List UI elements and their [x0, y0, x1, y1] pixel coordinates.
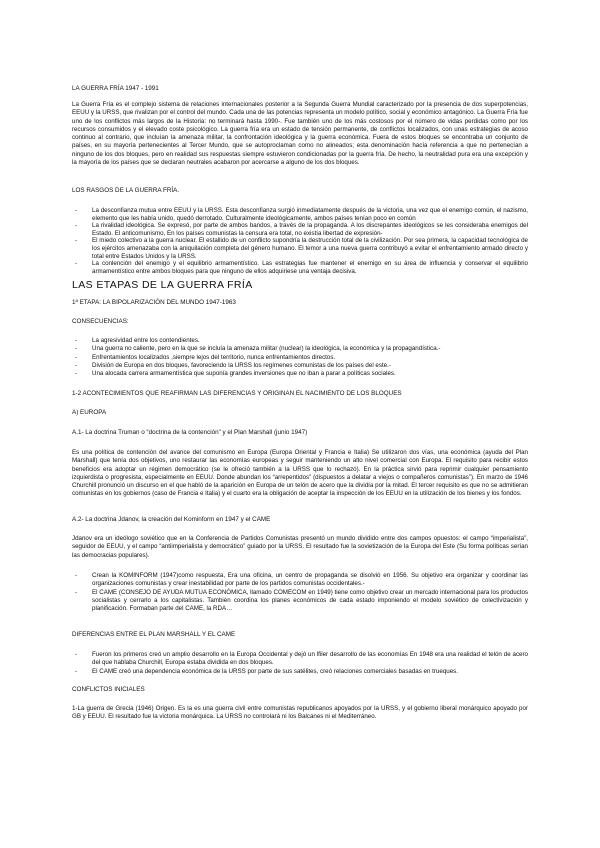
document-page [72, 0, 528, 848]
list-item: - La agresividad entre los contendientes. [72, 337, 528, 345]
list-item: - La conlención del enemigo y el equilibrio armamentístico. Las estrategias fue mantener el enemigo en su área de influencia y conservar el equilibrio armamentístico entre ambos bloques para que ninguno de ellos adquiriese una ventaja decisiva. [72, 260, 528, 275]
diferencias-list [72, 651, 528, 676]
heading-guerra-fria: LA GUERRA FRÍA 1947 - 1991 [72, 85, 159, 92]
list-item: - La desconfianza mutua entre EEUU y la URSS. Esta desconfianza surgió inmediatamente después de la victoria, una vez que el enemigo común, el nazismo, elemento que les había unido, quedó derrotado. Culturalmente ideológicamente, ambos países tenían poco en común [72, 207, 528, 222]
heading-a2: A.2- La doctrina Jdanov, la creación del Kominform en 1947 y el CAME [72, 516, 271, 523]
rasgos-list [72, 207, 528, 275]
heading-rasgos: LOS RASGOS DE LA GUERRA FRÍA. [72, 187, 180, 194]
list-item: - Enfrentamientos localizados ,siempre lejos del territorio, nunca enfrentamientos directos. [72, 354, 528, 362]
list-item: - El CAME (CONSEJO DE AYUDA MUTUA ECONÓMICA, llamado COMECOM en 1949) tiene como objetivo crear un mercado internacional para los productos socialistas y cerrarlo a los capitalistas. También coordina los planes económicos de cada estado imponiendo el modelo soviético de colectivización y planificación. Formaban parte del CAME, la RDA… [72, 589, 528, 614]
heading-europa: A) EUROPA [72, 409, 107, 416]
conflictos-paragraph: 1-La guerra de Grecia (1946) Origen. Es la es una guerra civil entre comunistas republicanos apoyados por la URSS, y el gobierno liberal monárquico apoyado por GB y EEUU. El resultado fue la victoria monárquica. La URSS no controlará ni los Balcanes ni el Mediterráneo. [72, 705, 528, 721]
list-item: - El miedo colectivo a la guerra nuclear. El estallido de un conflicto supondría la destrucción total de la civilización. Por sea primera, la capacidad tecnológica de los ejércitos amenazaba con la aniquilación completa del género humano. El temor a una nueva guerra contribuyó a evitar el enfrentamiento armado directo y total entre Estados Unidos y la URSS. [72, 237, 528, 260]
heading-acontecimientos: 1-2 ACONTECIMIENTOS QUE REAFIRMAN LAS DIFERENCIAS Y ORIGINAN EL NACIMIENTO DE LOS BLOQUES [72, 390, 402, 397]
heading-etapas: LAS ETAPAS DE LA GUERRA FRÍA [72, 279, 253, 291]
a2-paragraph: Jdanov era un ideólogo soviético que en la Conferencia de Partidos Comunistas presentó un mundo dividido entre dos campos opuestos: el campo “imperialista”, seguidor de EEUU, y el campo “antiimperialista y democrático” guiado por la URSS. El resultado fue la sovietización de la Europa del Este (Su forma políticas serían las democracias populares). [72, 535, 528, 559]
consecuencias-list [72, 337, 528, 378]
heading-diferencias: DIFERENCIAS ENTRE EL PLAN MARSHALL Y EL CAME [72, 631, 236, 638]
heading-a1: A.1- La doctrina Truman o “doctrina de la contención” y el Plan Marshall (junio 1947) [72, 429, 308, 436]
a2-list [72, 572, 528, 613]
list-item: - División de Europa en dos bloques, favoreciendo la URSS los regímenes comunistas de los países del este.- [72, 362, 528, 370]
list-item: - Una alocada carrera armamentística que suponía grandes inversiones que no iban a parar a políticas sociales. [72, 370, 528, 378]
heading-conflictos: CONFLICTOS INICIALES [72, 686, 145, 693]
list-item: - Crean la KOMINFORM (1947)como respuesta, Era una oficina, un centro de propaganda se disolvió en 1956. Su objetivo era organizar y coordinar las organizaciones comunistas y crear inestabilidad por parte de los partidos comunistas occidentales.- [72, 572, 528, 589]
intro-paragraph: La Guerra Fría es el complejo sistema de relaciones internacionales posterior a la Segunda Guerra Mundial caracterizado por la presencia de dos superpotencias, EEUU y la URSS, que rivalizan por el control del mundo. Cada una de las potencias representa un modelo político, social y económico antagónico. La Guerra Fría fue uno de los conflictos más largos de la Historia: no terminará hasta 1990-. Fue también uno de los más costosos por el número de vidas perdidas como por los recursos consumidos y el elevado coste psicológico. La guerra fría era un estado de tensión permanente, de conflictos localizados, con unas estrategias de acoso continuo al contrario, que incluían la amenaza militar, la confrontación ideológica y la guerra económica. Fuera de estos bloques se encontraba un conjunto de países, en su mayoría pertenecientes al Tercer Mundo, que se autoproclaman como no alineados; esta denominación hacía referencia a que no pertenecían a ninguno de los dos bloques, pero en realidad sus respuestas siempre estuvieron condicionadas por la guerra fría. De hecho, la neutralidad pura era una excepción y la mayoría de los países que se declaran neutrales acabaron por acercarse a alguno de los dos bloques. [72, 101, 528, 167]
list-item: - Fueron los primeros creó un amplio desarrollo en la Europa Occidental y dejó un lfiler desarrollo de las economías En 1948 era una realidad el telón de acero del que hablaba Churchill, Europa estaba dividida en dos bloques. [72, 651, 528, 668]
list-item: - La rivalidad ideológica. Se expresó, por parte de ambos bandos, a través de la propaganda. A los discrepantes ideológicos se les consideraba enemigos del Estado. El anticomunismo, En los países comunistas la censura era total, no existía libertad de expresión- [72, 222, 528, 237]
a1-paragraph: Es una política de contención del avance del comunismo en Europa (Europa Oriental y Francia e Italia) Se utilizaron dos vías, una económica (ayuda del Plan Marshall) que tenía dos objetivos, uno restaurar las economías europeas y seguir manteniendo un alto nivel comercial con Europa. El requisito para recibir estos beneficios era adoptar un régimen democrático (se le ofreció también a la URSS que lo rechazó). En la práctica sirvió para reprimir cualquier pensamiento izquierdista o progresista, especialmente en EEUU. Donde abundan los “arrepentidos” (dispuestos a delatar a viejos o compañeros comunistas”). En marzo de 1946 Churchill pronunció un discurso en el que habló de la aparición en Europa de un telón de acero que la dividía por la mitad. El tercer requisito es que no se admitieran comunistas en los gobiernos (caso de Francia e Italia) y el cuarto era la obligación de aceptar la inspección de los EEUU en la utilización de los bienes y los fondos. [72, 449, 528, 498]
heading-consecuencias: CONSECUENCIAS: [72, 318, 129, 325]
heading-etapa-1: 1ª ETAPA: LA BIPOLARIZACIÓN DEL MUNDO 1947-1963 [72, 299, 236, 306]
list-item: - Una guerra no caliente, pero en la que se incluía la amenaza militar (nuclear) la ideológica, la económica y la propagandística.- [72, 345, 528, 353]
list-item: - El CAME creó una dependencia económica de la URSS por parte de sus satélites, creó relaciones comerciales basadas en trueques. [72, 668, 528, 676]
